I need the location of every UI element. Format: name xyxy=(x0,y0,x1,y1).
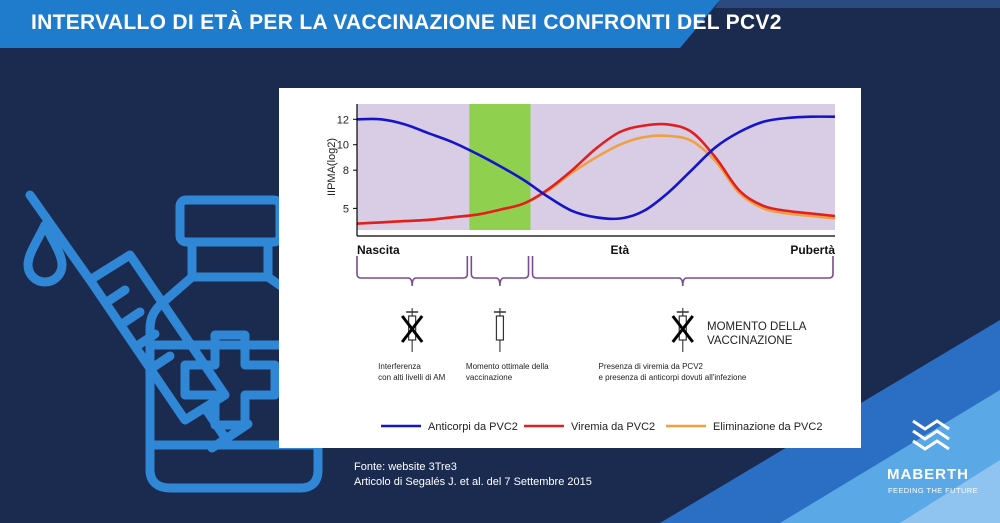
x-label-middle: Età xyxy=(610,243,630,257)
bracket-label-1: con alti livelli di AM xyxy=(378,373,446,382)
chart-panel xyxy=(279,88,861,448)
y-tick-label: 5 xyxy=(342,203,349,216)
bracket-2 xyxy=(471,256,528,286)
brand-tagline: FEEDING THE FUTURE xyxy=(888,486,978,495)
legend-label-1: Anticorpi da PVC2 xyxy=(428,421,518,433)
y-tick-label: 10 xyxy=(336,139,349,152)
bracket-3 xyxy=(533,256,833,286)
y-tick-label: 8 xyxy=(342,165,349,178)
y-tick-label: 12 xyxy=(336,114,349,127)
annotation-label: MOMENTO DELLA xyxy=(707,321,807,333)
source-line-2: Articolo di Segalés J. et al. del 7 Settembre 2015 xyxy=(354,476,592,488)
bracket-label-3: e presenza di anticorpi dovuti all'infezione xyxy=(598,373,747,382)
y-axis-label: IIPMA(log2) xyxy=(326,137,338,197)
syringe-barrel-icon xyxy=(496,316,503,340)
source-line-1: Fonte: website 3Tre3 xyxy=(354,461,457,473)
bracket-label-2: Momento ottimale della xyxy=(465,362,549,371)
bracket-1 xyxy=(357,256,467,286)
maberth-logo-icon xyxy=(875,415,985,465)
brand-name: MABERTH xyxy=(887,466,969,483)
source-note xyxy=(354,460,592,490)
bracket-label-3: Presenza di viremia da PCV2 xyxy=(598,362,704,371)
title-banner xyxy=(0,0,1000,48)
bracket-label-2: vaccinazione xyxy=(465,373,513,382)
legend-label-2: Viremia da PVC2 xyxy=(571,421,656,433)
x-label-start: Nascita xyxy=(357,243,400,257)
bracket-label-1: Interferenza xyxy=(378,362,421,371)
legend-label-3: Eliminazione da PVC2 xyxy=(713,421,823,433)
annotation-label: VACCINAZIONE xyxy=(707,335,793,347)
vaccination-window-chart xyxy=(279,88,861,448)
page-title: INTERVALLO DI ETÀ PER LA VACCINAZIONE NEI CONFRONTI DEL PCV2 xyxy=(31,11,782,34)
x-label-end: Pubertà xyxy=(790,243,835,257)
